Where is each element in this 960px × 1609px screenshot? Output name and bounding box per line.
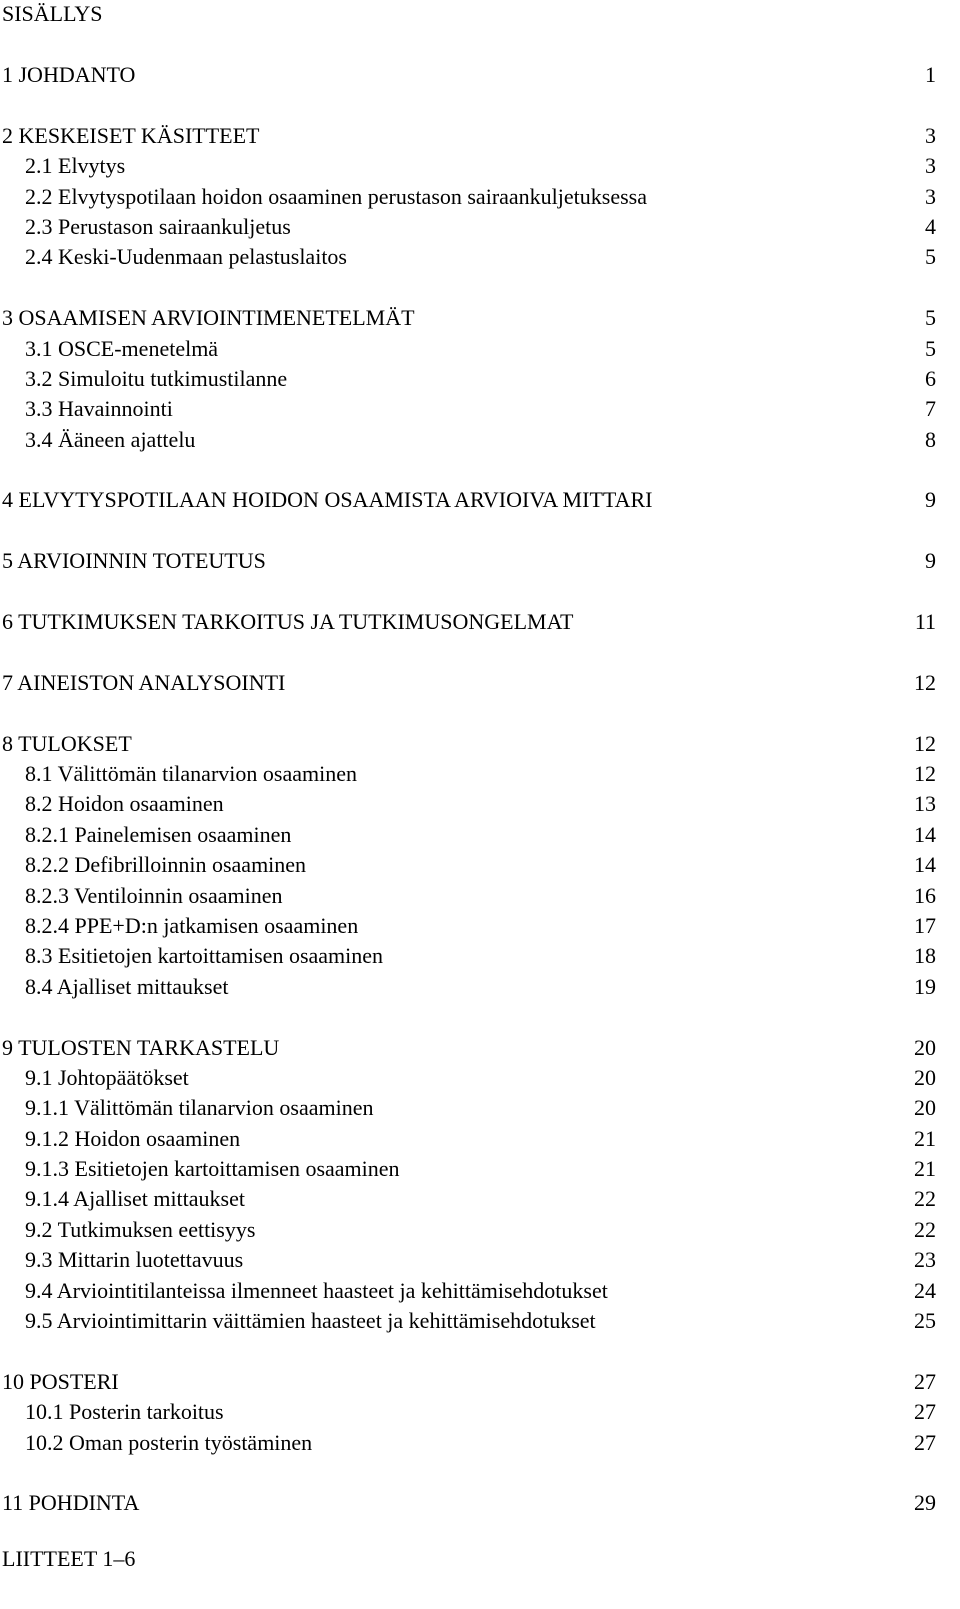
toc-entry [0, 941, 960, 971]
toc-entry [0, 1154, 960, 1184]
toc-entry-page-number: 17 [914, 912, 936, 938]
toc-entry [0, 789, 960, 819]
toc-entry-page-number: 20 [914, 1064, 936, 1090]
toc-entry-page-number: 8 [925, 426, 936, 452]
toc-entry-page-number: 3 [925, 153, 936, 179]
toc-entry [0, 60, 960, 90]
toc-entry-title: 1 JOHDANTO [2, 62, 136, 87]
toc-entry [0, 425, 960, 455]
toc-entry-title: 11 POHDINTA [2, 1490, 140, 1516]
toc-entry-page-number: 9 [925, 548, 936, 574]
toc-entry-page-number: 16 [914, 882, 936, 908]
toc-entry-title: 2.3 Perustason sairaankuljetus [25, 213, 291, 239]
toc-entry-title: 7 AINEISTON ANALYSOINTI [2, 669, 286, 695]
toc-entry-page-number: 22 [914, 1186, 936, 1212]
toc-entry [0, 1184, 960, 1214]
toc-entry-page-number: 5 [925, 305, 936, 331]
toc-entry-title: 9.3 Mittarin luotettavuus [25, 1247, 244, 1273]
toc-entry-title: 8.1 Välittömän tilanarvion osaaminen [25, 760, 357, 786]
toc-entry [0, 212, 960, 242]
toc-entry-title: 3.2 Simuloitu tutkimustilanne [25, 365, 288, 391]
toc-entry-page-number: 1 [925, 62, 936, 87]
toc-entry [0, 1428, 960, 1458]
toc-entry [0, 1215, 960, 1245]
toc-entry-title: 9.1.4 Ajalliset mittaukset [25, 1186, 245, 1212]
toc-entry-title: 8.3 Esitietojen kartoittamisen osaaminen [25, 943, 384, 969]
toc-entry [0, 1093, 960, 1123]
toc-entry-page-number: 12 [914, 730, 936, 756]
toc-entry-title: 2.4 Keski-Uudenmaan pelastuslaitos [25, 244, 347, 270]
toc-entry [0, 1276, 960, 1306]
toc-entry [0, 820, 960, 850]
toc-entry-title: 5 ARVIOINNIN TOTEUTUS [2, 548, 266, 574]
toc-entry [0, 1124, 960, 1154]
toc-entry-page-number: 27 [914, 1368, 936, 1394]
toc-entry-page-number: 18 [914, 943, 936, 969]
toc-entry-page-number: 12 [914, 669, 936, 695]
toc-entry-title: 9 TULOSTEN TARKASTELU [2, 1034, 280, 1060]
toc-entry [0, 1367, 960, 1397]
toc-entry-page-number: 5 [925, 244, 936, 270]
toc-entry-title: 3 OSAAMISEN ARVIOINTIMENETELMÄT [2, 305, 415, 331]
toc-entry [0, 1306, 960, 1336]
toc-entry-title: 10.2 Oman posterin työstäminen [25, 1429, 313, 1455]
toc-entry-title: 9.1.1 Välittömän tilanarvion osaaminen [25, 1095, 374, 1121]
toc-entry [0, 182, 960, 212]
toc-entry [0, 1033, 960, 1063]
toc-entry-title: 9.1.2 Hoidon osaaminen [25, 1125, 241, 1151]
toc-entry-page-number: 27 [914, 1429, 936, 1455]
toc-entry-page-number: 29 [914, 1490, 936, 1516]
toc-entry [0, 668, 960, 698]
toc-entry-page-number: 4 [925, 213, 936, 239]
toc-entry-title: 9.1.3 Esitietojen kartoittamisen osaaminen [25, 1156, 400, 1182]
toc-entry [0, 1488, 960, 1518]
toc-entry [0, 364, 960, 394]
toc-entry [0, 607, 960, 637]
toc-entry [0, 242, 960, 272]
appendix-label: LIITTEET 1–6 [2, 1546, 136, 1571]
toc-entry-title: 9.2 Tutkimuksen eettisyys [25, 1216, 256, 1242]
toc-entry-page-number: 6 [925, 365, 936, 391]
toc-entry-page-number: 12 [914, 760, 936, 786]
toc-entry [0, 485, 960, 515]
toc-entry-page-number: 7 [925, 396, 936, 422]
toc-entry-page-number: 21 [914, 1125, 936, 1151]
toc-entry-page-number: 25 [914, 1308, 936, 1334]
toc-entry [0, 850, 960, 880]
toc-entry-page-number: 27 [914, 1399, 936, 1425]
toc-entry-page-number: 3 [925, 183, 936, 209]
toc-entry [0, 881, 960, 911]
toc-entry [0, 972, 960, 1002]
toc-entry-title: 3.1 OSCE-menetelmä [25, 335, 219, 361]
toc-entry-title: 8.2.1 Painelemisen osaaminen [25, 821, 292, 847]
toc-entry [0, 1397, 960, 1427]
toc-entry-title: 8.2 Hoidon osaaminen [25, 791, 224, 817]
toc-entry-page-number: 21 [914, 1156, 936, 1182]
toc-entry [0, 303, 960, 333]
toc-entry [0, 394, 960, 424]
toc-entry [0, 729, 960, 759]
toc-entry-title: 3.4 Ääneen ajattelu [25, 426, 196, 452]
toc-entry-title: 8.2.3 Ventiloinnin osaaminen [25, 882, 283, 908]
toc-entry-page-number: 14 [914, 852, 936, 878]
toc-entry-title: 8.4 Ajalliset mittaukset [25, 973, 229, 999]
toc-entry-page-number: 19 [914, 973, 936, 999]
toc-entry-title: 8 TULOKSET [2, 730, 132, 756]
toc-entry [0, 121, 960, 151]
toc-entry-page-number: 14 [914, 821, 936, 847]
toc-entry-page-number: 3 [925, 122, 936, 148]
toc-entry-page-number: 22 [914, 1216, 936, 1242]
toc-entry-title: 9.5 Arviointimittarin väittämien haasteet ja kehittämisehdotukset [25, 1308, 596, 1334]
toc-entry-page-number: 11 [914, 609, 936, 635]
toc-entry-title: 9.1 Johtopäätökset [25, 1064, 189, 1090]
toc-entry [0, 151, 960, 181]
toc-entry-title: 9.4 Arviointitilanteissa ilmenneet haasteet ja kehittämisehdotukset [25, 1277, 608, 1303]
toc-entry-title: 3.3 Havainnointi [25, 396, 173, 422]
toc-entry-page-number: 5 [925, 335, 936, 361]
toc-entry [0, 546, 960, 576]
toc-entry [0, 911, 960, 941]
toc-entry-page-number: 24 [914, 1277, 936, 1303]
toc-entry-page-number: 13 [914, 791, 936, 817]
toc-entry-page-number: 20 [914, 1034, 936, 1060]
toc-entry-title: 10.1 Posterin tarkoitus [25, 1399, 224, 1425]
toc-entry [0, 759, 960, 789]
toc-entry-title: 2.1 Elvytys [25, 153, 126, 179]
toc-entry [0, 334, 960, 364]
table-of-contents [0, 60, 960, 1519]
toc-entry [0, 1063, 960, 1093]
toc-entry-title: 2 KESKEISET KÄSITTEET [2, 122, 260, 148]
toc-entry-title: 4 ELVYTYSPOTILAAN HOIDON OSAAMISTA ARVIOIVA MITTARI [2, 487, 653, 513]
toc-entry [0, 1245, 960, 1275]
toc-entry-page-number: 23 [914, 1247, 936, 1273]
toc-entry-title: 8.2.2 Defibrilloinnin osaaminen [25, 852, 307, 878]
toc-entry-title: 6 TUTKIMUKSEN TARKOITUS JA TUTKIMUSONGELMAT [2, 609, 574, 635]
toc-entry-page-number: 20 [914, 1095, 936, 1121]
toc-entry-title: 8.2.4 PPE+D:n jatkamisen osaaminen [25, 912, 359, 938]
toc-entry-title: 2.2 Elvytyspotilaan hoidon osaaminen perustason sairaankuljetuksessa [25, 183, 647, 209]
toc-entry-title: 10 POSTERI [2, 1368, 119, 1394]
toc-entry-page-number: 9 [925, 487, 936, 513]
toc-heading: SISÄLLYS [2, 1, 103, 26]
